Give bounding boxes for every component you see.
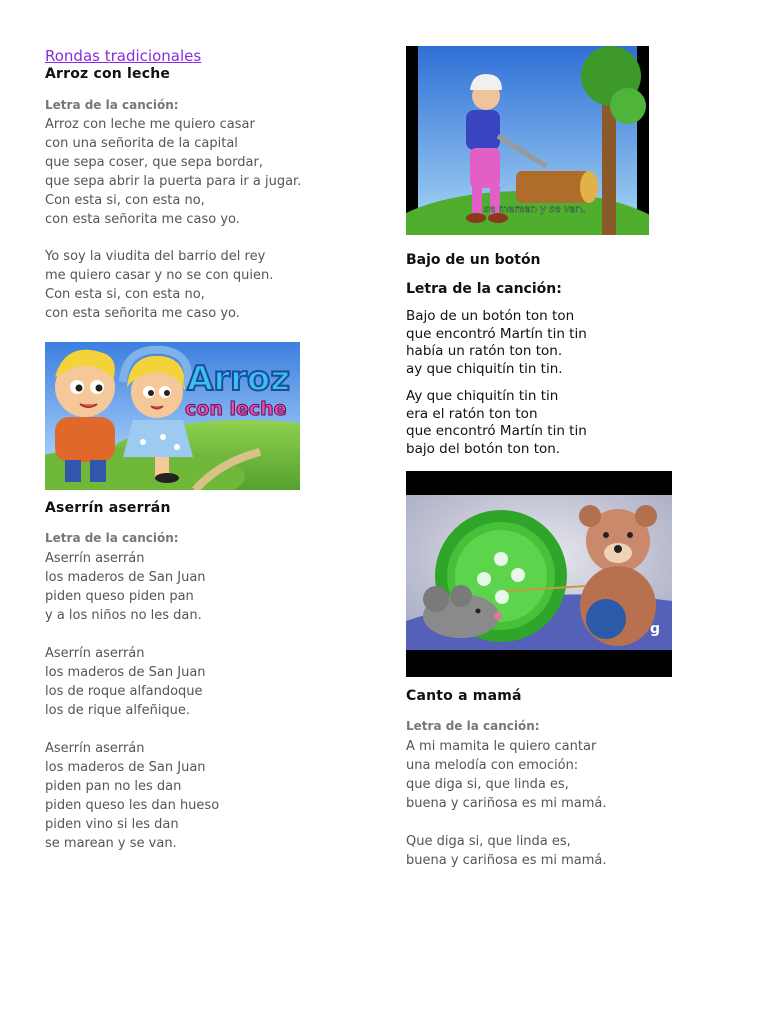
lyric-line: Con esta si, con esta no,	[45, 193, 205, 208]
boton-stanza-2	[406, 388, 587, 458]
lyric-line: que sepa coser, que sepa bordar,	[45, 155, 263, 170]
lyric-line: Ay que chiquitín tin tin	[406, 388, 559, 404]
lyric-line: piden pan no les dan	[45, 779, 182, 794]
lyric-line: que encontró Martín tin tin	[406, 423, 587, 440]
aserrin-title: Aserrín aserrán	[45, 500, 171, 516]
lyric-line: que encontró Martín tin tin	[406, 325, 587, 342]
image-title-arroz: Arroz	[187, 359, 290, 399]
lyric-line: los de rique alfeñique.	[45, 703, 191, 718]
lyric-line: una melodía con emoción:	[406, 758, 579, 773]
aserrin-stanza-2	[45, 644, 206, 720]
lyric-line: que diga si, que linda es,	[406, 777, 569, 792]
channel-watermark: g	[650, 621, 661, 637]
lyric-line: los de roque alfandoque	[45, 684, 203, 699]
arroz-lyrics-label: Letra de la canción:	[45, 98, 179, 112]
lyric-line: Arroz con leche me quiero casar	[45, 117, 255, 132]
arroz-stanza-2	[45, 247, 273, 323]
lyric-line: con una señorita de la capital	[45, 136, 238, 151]
lyric-line: piden vino si les dan	[45, 817, 179, 832]
aserrin-video-image	[406, 46, 649, 235]
lyric-line: Con esta si, con esta no,	[45, 287, 205, 302]
lyric-line: era el ratón ton ton	[406, 405, 538, 422]
lyric-line: los maderos de San Juan	[45, 665, 206, 680]
lyric-line: los maderos de San Juan	[45, 760, 206, 775]
rondas-tradicionales-link[interactable]: Rondas tradicionales	[45, 47, 202, 65]
lyric-line: que sepa abrir la puerta para ir a jugar.	[45, 174, 302, 189]
boton-title: Bajo de un botón	[406, 252, 541, 268]
arroz-con-leche-image	[45, 342, 300, 490]
aserrin-lyrics-label: Letra de la canción:	[45, 531, 179, 545]
lyric-line: piden queso piden pan	[45, 589, 194, 604]
boton-lyrics-label: Letra de la canción:	[406, 281, 562, 297]
lyric-line: buena y cariñosa es mi mamá.	[406, 796, 607, 811]
lyric-line: con esta señorita me caso yo.	[45, 306, 240, 321]
lyric-line: con esta señorita me caso yo.	[45, 212, 240, 227]
lyric-line: me quiero casar y no se con quien.	[45, 268, 274, 283]
lyric-line: Yo soy la viudita del barrio del rey	[45, 249, 266, 264]
lyric-line: Que diga si, que linda es,	[406, 834, 571, 849]
lyric-line: Aserrín aserrán	[45, 551, 145, 566]
lyric-line: los maderos de San Juan	[45, 570, 206, 585]
mama-title: Canto a mamá	[406, 688, 522, 704]
lyric-line: y a los niños no les dan.	[45, 608, 202, 623]
lyric-line: Aserrín aserrán	[45, 741, 145, 756]
lyric-line: había un ratón ton ton.	[406, 343, 563, 360]
aserrin-stanza-3	[45, 739, 219, 853]
mama-stanza-2	[406, 832, 607, 870]
boton-stanza-1	[406, 308, 587, 378]
lyric-line: piden queso les dan hueso	[45, 798, 220, 813]
mama-stanza-1	[406, 737, 607, 813]
lyric-line: Bajo de un botón ton ton	[406, 308, 575, 324]
aserrin-stanza-1	[45, 549, 206, 625]
lyric-line: ay que chiquitín tin tin.	[406, 360, 563, 377]
lyric-line: se marean y se van.	[45, 836, 177, 851]
arroz-title: Arroz con leche	[45, 66, 171, 82]
lyric-line: buena y cariñosa es mi mamá.	[406, 853, 607, 868]
image-title-con-leche: con leche	[185, 398, 287, 420]
video-caption: se marean y se van.	[484, 204, 586, 215]
mama-lyrics-label: Letra de la canción:	[406, 719, 540, 733]
lyric-line: bajo del botón ton ton.	[406, 440, 561, 457]
boton-video-image	[406, 471, 672, 677]
lyric-line: Aserrín aserrán	[45, 646, 145, 661]
lyric-line: A mi mamita le quiero cantar	[406, 739, 597, 754]
arroz-stanza-1	[45, 115, 301, 229]
